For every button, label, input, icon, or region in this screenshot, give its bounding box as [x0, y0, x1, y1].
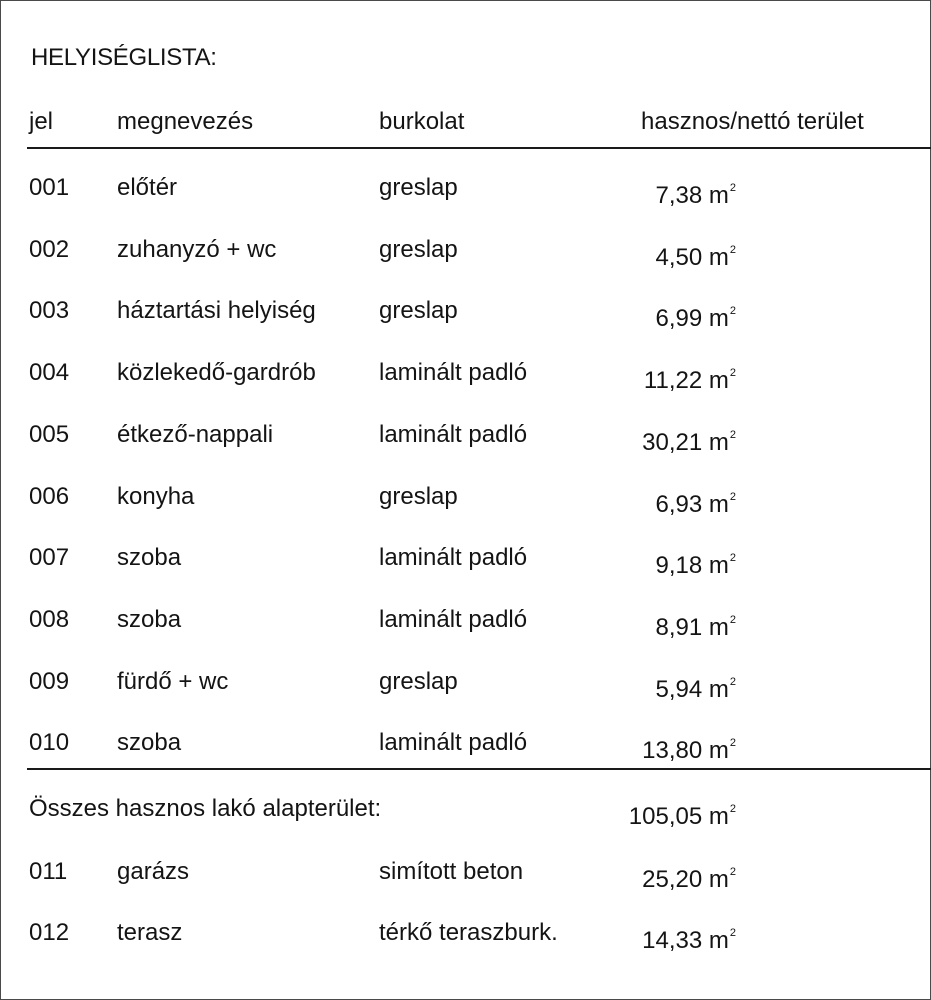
- area-value: 9,18: [655, 552, 703, 579]
- area-unit: $m^2$: [708, 552, 736, 579]
- area-value: 14,33: [642, 927, 703, 954]
- room-area: [560, 230, 736, 278]
- room-name: szoba: [117, 606, 182, 633]
- header-jel: jel: [29, 108, 54, 135]
- room-jel: 002: [29, 236, 70, 263]
- room-jel: 003: [29, 297, 70, 324]
- table-row: [0, 662, 931, 702]
- room-area: [560, 913, 736, 961]
- room-area: [560, 723, 736, 771]
- room-area: [560, 477, 736, 525]
- header-area: hasznos/nettó terület: [641, 108, 864, 135]
- area-unit: $m^2$: [708, 927, 736, 954]
- area-unit: $m^2$: [708, 429, 736, 456]
- room-name: zuhanyzó + wc: [117, 236, 277, 263]
- room-area: [560, 662, 736, 710]
- table-row: [0, 852, 931, 892]
- header-divider: [27, 147, 931, 149]
- room-jel: 006: [29, 483, 70, 510]
- area-unit: $m^2$: [708, 803, 736, 830]
- room-area: [560, 852, 736, 900]
- room-name: fürdő + wc: [117, 668, 229, 695]
- total-area: [560, 789, 736, 837]
- room-jel: 004: [29, 359, 70, 386]
- header-name: megnevezés: [117, 108, 254, 135]
- area-value: 13,80: [642, 737, 703, 764]
- area-value: 11,22: [643, 367, 703, 394]
- room-area: [560, 538, 736, 586]
- room-jel: 012: [29, 919, 70, 946]
- area-value: 30,21: [642, 429, 703, 456]
- room-floor: laminált padló: [379, 606, 528, 633]
- area-unit: $m^2$: [708, 614, 736, 641]
- room-floor: laminált padló: [379, 544, 528, 571]
- area-unit: $m^2$: [708, 866, 736, 893]
- room-area: [560, 600, 736, 648]
- room-floor: greslap: [379, 668, 458, 695]
- total-row: [0, 789, 931, 829]
- room-name: terasz: [117, 919, 183, 946]
- room-floor: greslap: [379, 174, 458, 201]
- room-area: [560, 353, 736, 401]
- room-jel: 010: [29, 729, 70, 756]
- room-name: előtér: [117, 174, 178, 201]
- area-unit: $m^2$: [708, 737, 736, 764]
- total-label: Összes hasznos lakó alapterület:: [29, 795, 382, 822]
- area-unit: $m^2$: [708, 305, 736, 332]
- room-floor: greslap: [379, 483, 458, 510]
- area-unit: $m^2$: [708, 676, 736, 703]
- room-area: [560, 168, 736, 216]
- room-floor: laminált padló: [379, 359, 528, 386]
- room-jel: 007: [29, 544, 70, 571]
- table-row: [0, 230, 931, 270]
- total-divider: [27, 768, 931, 770]
- table-row: [0, 291, 931, 331]
- area-unit: $m^2$: [708, 182, 736, 209]
- area-value: 25,20: [642, 866, 703, 893]
- room-name: szoba: [117, 544, 182, 571]
- area-value: 8,91: [655, 614, 703, 641]
- room-floor: greslap: [379, 297, 458, 324]
- room-jel: 001: [29, 174, 70, 201]
- table-row: [0, 600, 931, 640]
- area-unit: $m^2$: [708, 367, 736, 394]
- room-area: [560, 291, 736, 339]
- room-jel: 011: [29, 858, 68, 885]
- room-jel: 005: [29, 421, 70, 448]
- room-name: étkező-nappali: [117, 421, 274, 448]
- room-jel: 009: [29, 668, 70, 695]
- document-title: HELYISÉGLISTA:: [31, 44, 217, 71]
- room-jel: 008: [29, 606, 70, 633]
- room-floor: térkő teraszburk.: [379, 919, 558, 946]
- header-floor: burkolat: [379, 108, 465, 135]
- area-unit: $m^2$: [708, 491, 736, 518]
- room-floor: greslap: [379, 236, 458, 263]
- area-value: 5,94: [655, 676, 703, 703]
- room-name: konyha: [117, 483, 195, 510]
- room-name: garázs: [117, 858, 190, 885]
- table-row: [0, 477, 931, 517]
- room-floor: laminált padló: [379, 729, 528, 756]
- area-value: 105,05: [628, 803, 703, 830]
- room-name: közlekedő-gardrób: [117, 359, 316, 386]
- table-row: [0, 723, 931, 763]
- area-unit: $m^2$: [708, 244, 736, 271]
- area-value: 6,93: [655, 491, 703, 518]
- table-row: [0, 415, 931, 455]
- room-floor: laminált padló: [379, 421, 528, 448]
- room-name: háztartási helyiség: [117, 297, 316, 324]
- room-area: [560, 415, 736, 463]
- area-value: 7,38: [655, 182, 703, 209]
- room-floor: simított beton: [379, 858, 524, 885]
- table-header: [0, 102, 931, 142]
- room-name: szoba: [117, 729, 182, 756]
- table-row: [0, 353, 931, 393]
- area-value: 4,50: [655, 244, 703, 271]
- table-row: [0, 538, 931, 578]
- area-value: 6,99: [655, 305, 703, 332]
- table-row: [0, 168, 931, 208]
- table-row: [0, 913, 931, 953]
